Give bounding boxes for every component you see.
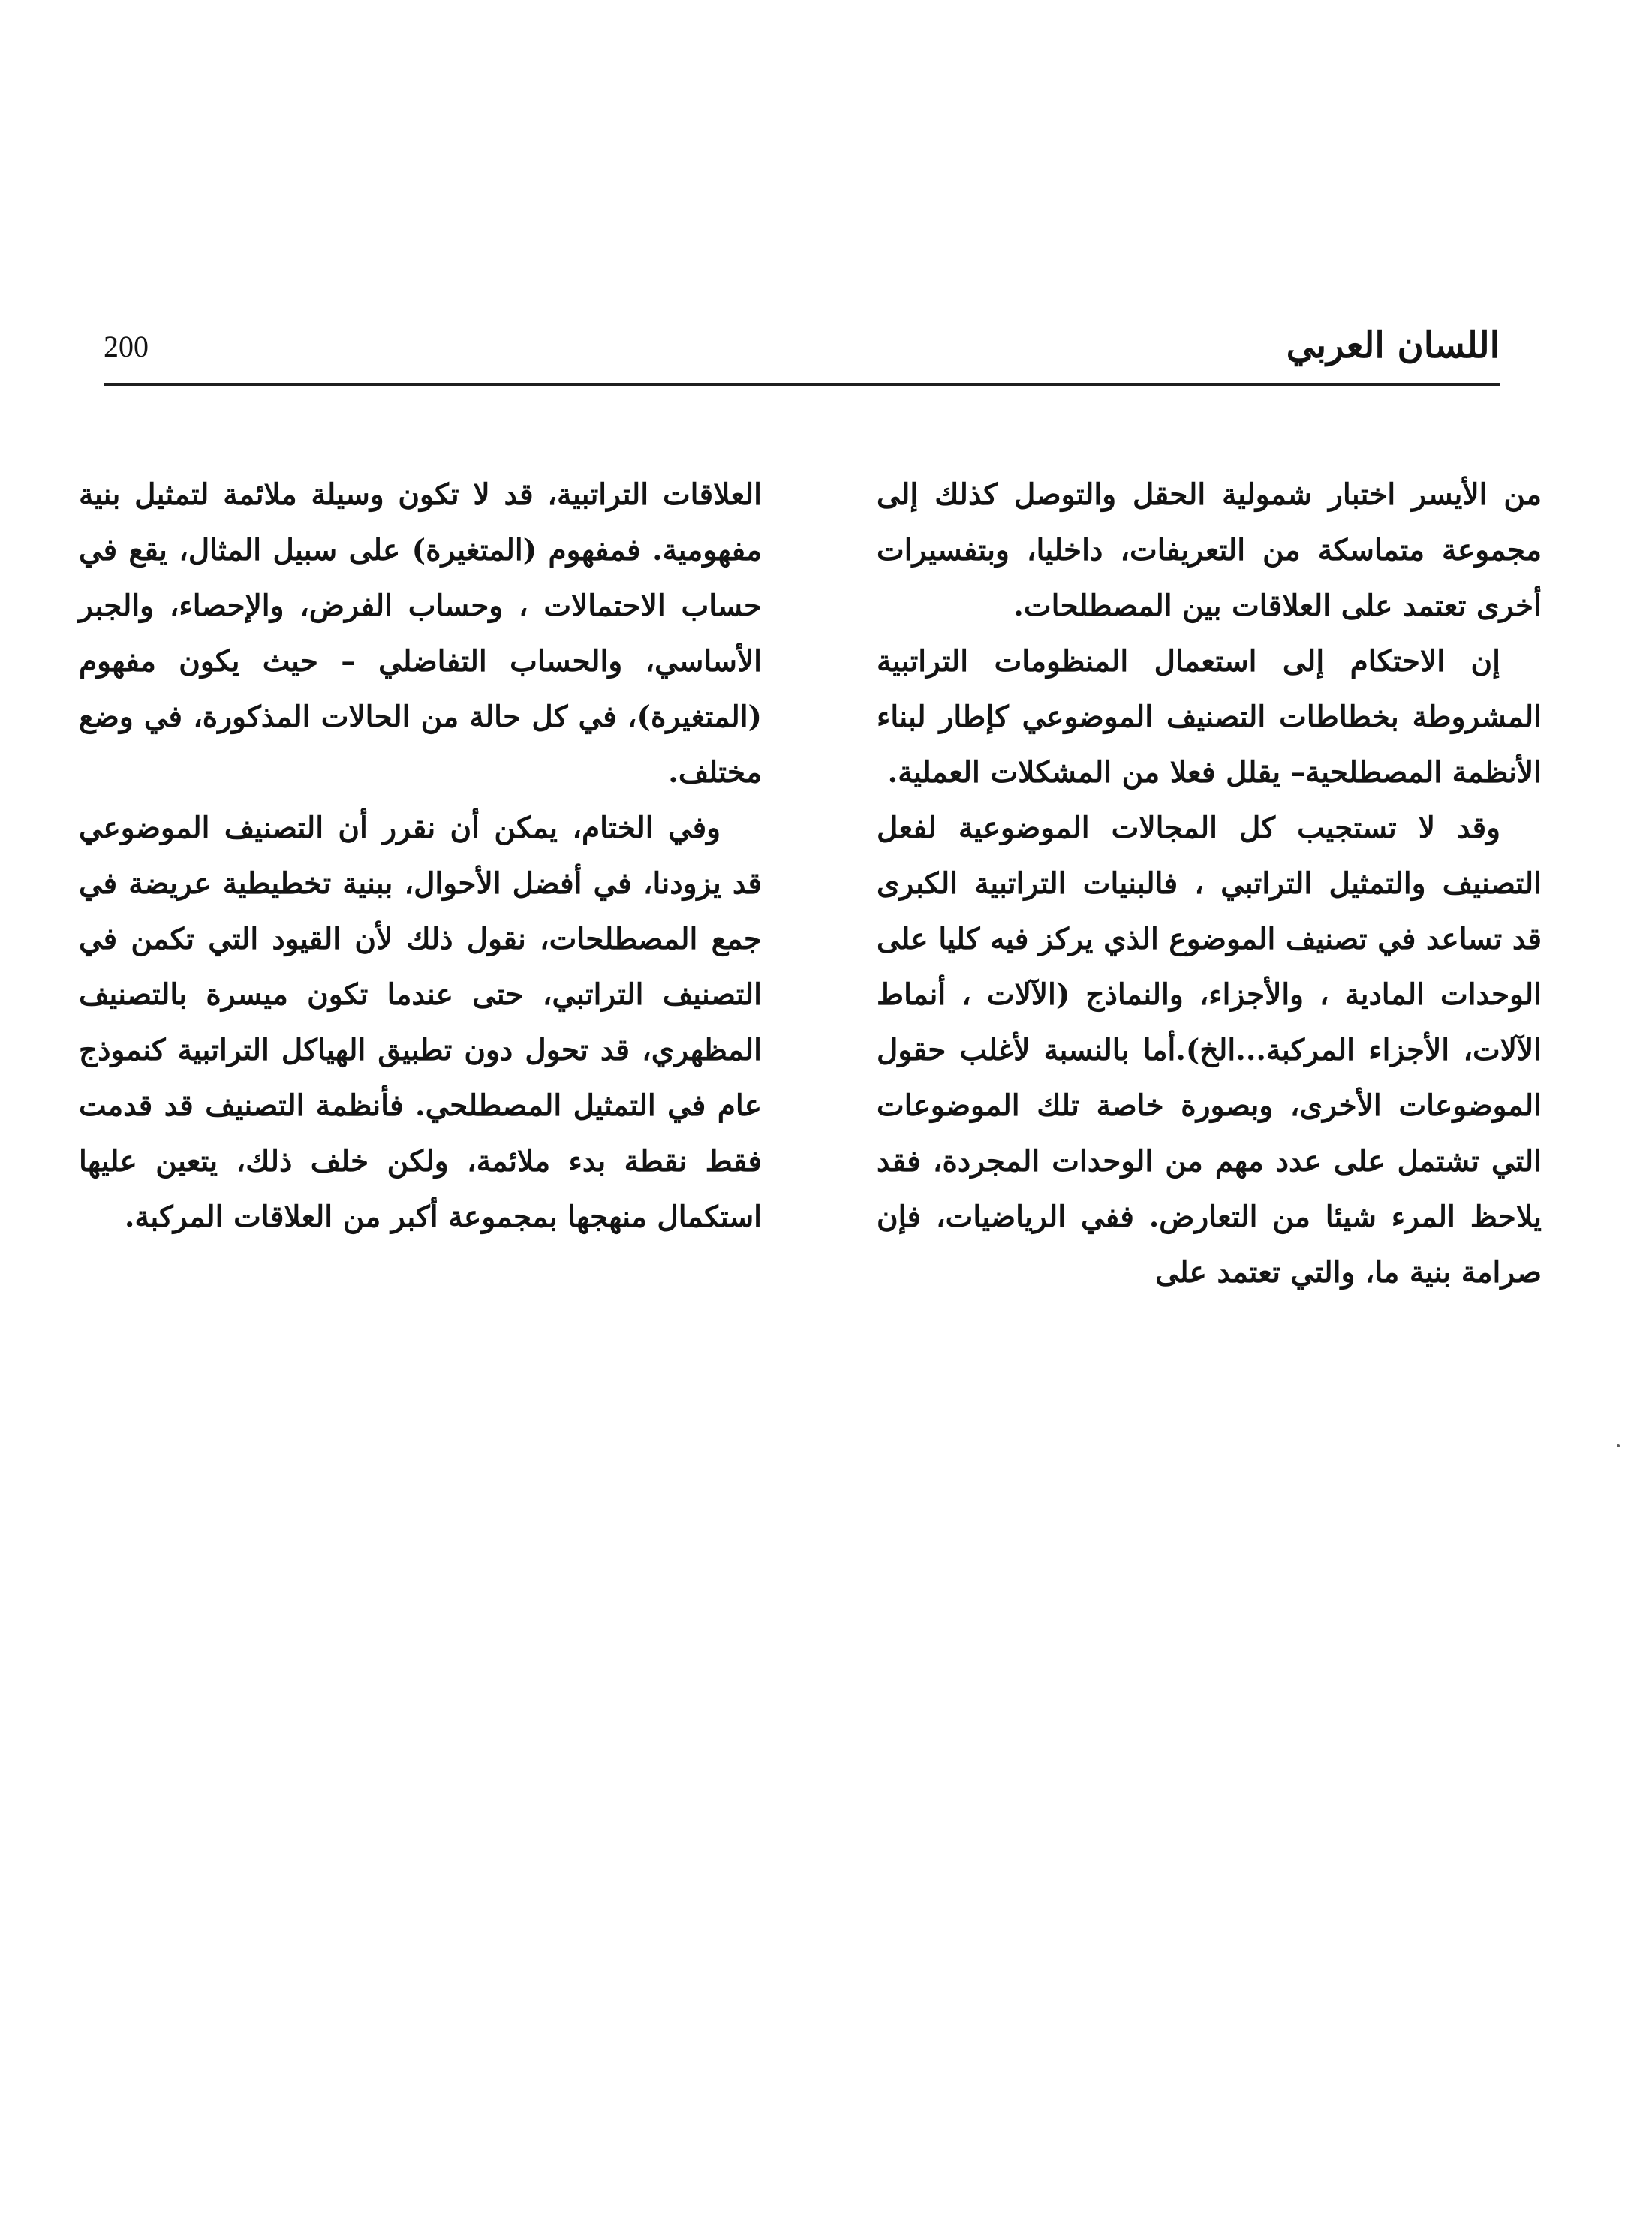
running-header <box>104 315 1500 386</box>
right-text-column <box>877 467 1542 1300</box>
left-paragraph-2: وفي الختام، يمكن أن نقرر أن التصنيف الموضوعي قد يزودنا، في أفضل الأحوال، ببنية تخطيطية عريضة في جمع المصطلحات، نقول ذلك لأن القيود التي تكمن في التصنيف التراتبي، حتى عندما تكون ميسرة بالتصنيف المظهري، قد تحول دون تطبيق الهياكل التراتبية كنموذج عام في التمثيل المصطلحي. فأنظمة التصنيف قد قدمت فقط نقطة بدء ملائمة، ولكن خلف ذلك، يتعين عليها استكمال منهجها بمجموعة أكبر من العلاقات المركبة. <box>79 811 762 1234</box>
right-paragraph-2: إن الاحتكام إلى استعمال المنظومات التراتبية المشروطة بخطاطات التصنيف الموضوعي كإطار لبناء الأنظمة المصطلحية– يقلل فعلا من المشكلات العملية. <box>877 644 1542 790</box>
page-number: 200 <box>104 330 149 363</box>
left-paragraph-1: العلاقات التراتبية، قد لا تكون وسيلة ملائمة لتمثيل بنية مفهومية. فمفهوم (المتغيرة) على سبيل المثال، يقع في حساب الاحتمالات ، وحساب الفرض، والإحصاء، والجبر الأساسي، والحساب التفاضلي – حيث يكون مفهوم (المتغيرة)، في كل حالة من الحالات المذكورة، في وضع مختلف. <box>79 477 762 790</box>
left-text-column <box>79 467 762 1245</box>
scan-speck <box>1617 1444 1620 1447</box>
right-paragraph-3: وقد لا تستجيب كل المجالات الموضوعية لفعل التصنيف والتمثيل التراتبي ، فالبنيات التراتبية الكبرى قد تساعد في تصنيف الموضوع الذي يركز فيه كليا على الوحدات المادية ، والأجزاء، والنماذج (الآلات ، أنماط الآلات، الأجزاء المركبة...الخ).أما بالنسبة لأغلب حقول الموضوعات الأخرى، وبصورة خاصة تلك الموضوعات التي تشتمل على عدد مهم من الوحدات المجردة، فقد يلاحظ المرء شيئا من التعارض. ففي الرياضيات، فإن صرامة بنية ما، والتي تعتمد على <box>877 811 1542 1290</box>
right-paragraph-1: من الأيسر اختبار شمولية الحقل والتوصل كذلك إلى مجموعة متماسكة من التعريفات، داخليا، وبتفسيرات أخرى تعتمد على العلاقات بين المصطلحات. <box>877 477 1542 623</box>
journal-title: اللسان العربي <box>1286 324 1500 366</box>
